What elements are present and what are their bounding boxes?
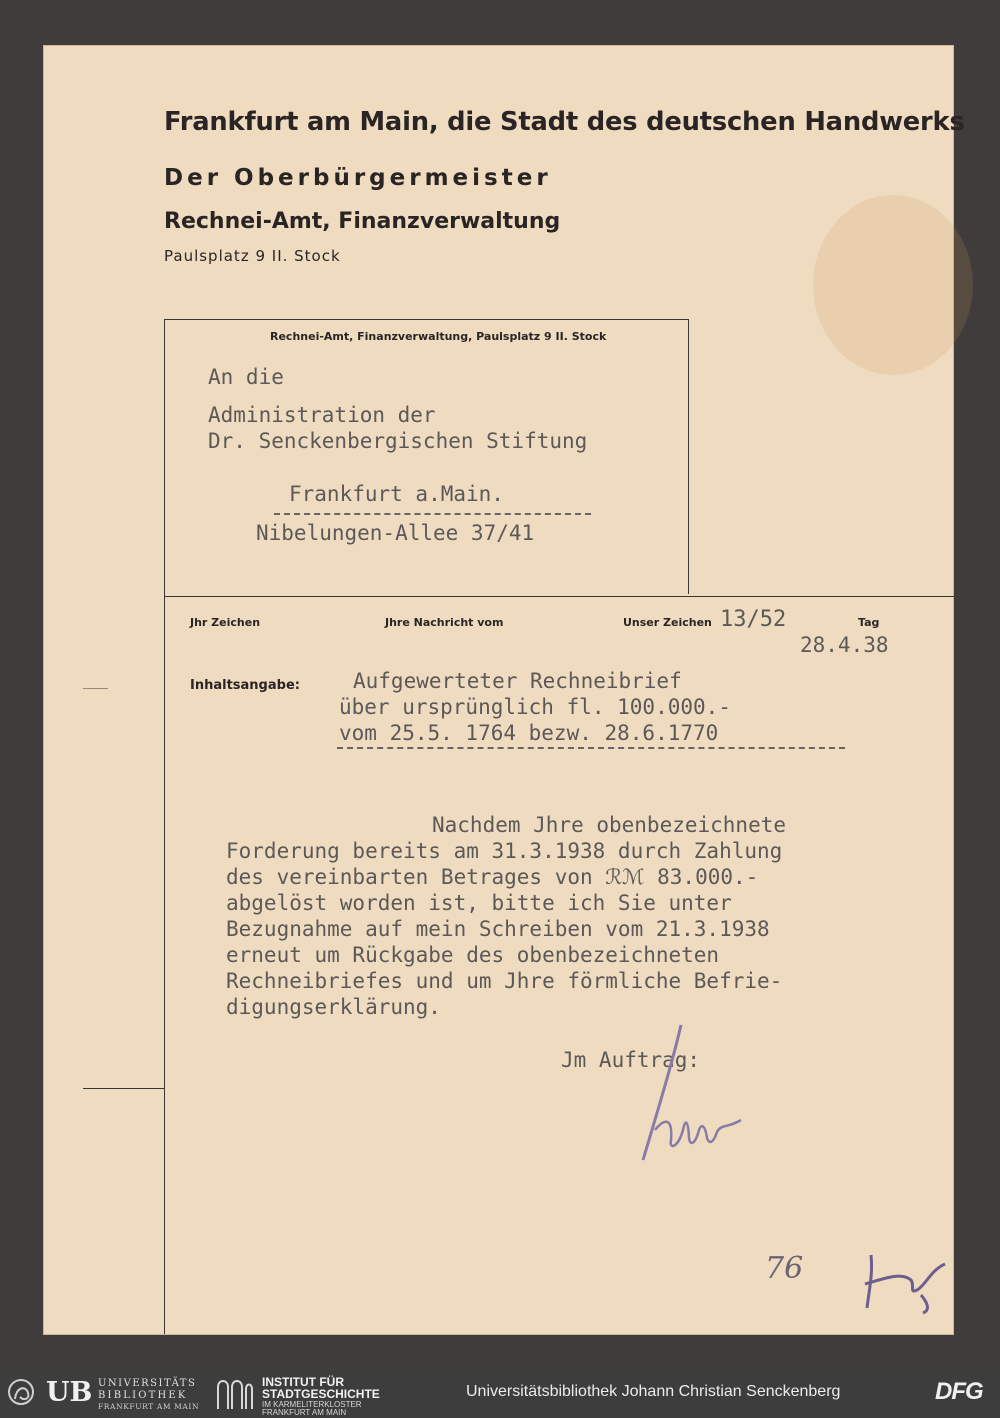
recipient-line: An die bbox=[208, 365, 284, 389]
ub-logo-icon bbox=[6, 1377, 50, 1407]
letterhead-address: Paulsplatz 9 II. Stock bbox=[164, 247, 341, 265]
subject-line: vom 25.5. 1764 bezw. 28.6.1770 bbox=[339, 721, 719, 745]
fold-mark bbox=[83, 688, 108, 689]
unser-zeichen-value: 13/52 bbox=[720, 607, 787, 632]
body-line: abgelöst worden ist, bitte ich Sie unter bbox=[226, 891, 732, 915]
ihr-zeichen-label: Jhr Zeichen bbox=[190, 616, 261, 629]
ub-name-2: BIBLIOTHEK bbox=[98, 1390, 188, 1401]
body-line: digungserklärung. bbox=[226, 995, 441, 1019]
signature bbox=[633, 1020, 763, 1170]
page-number: 76 bbox=[765, 1251, 804, 1286]
recipient-line: Dr. Senckenbergischen Stiftung bbox=[208, 429, 588, 453]
body-line: Nachdem Jhre obenbezeichnete bbox=[432, 813, 787, 837]
footer-bar bbox=[0, 1367, 1000, 1418]
subject-line: Aufgewerteter Rechneibrief bbox=[353, 669, 682, 693]
letterhead-department: Rechnei-Amt, Finanzverwaltung bbox=[164, 209, 561, 234]
tag-value: 28.4.38 bbox=[800, 633, 889, 657]
sender-line: Rechnei-Amt, Finanzverwaltung, Paulsplatz 9 II. Stock bbox=[270, 330, 607, 343]
letterhead-title: Frankfurt am Main, die Stadt des deutschen Handwerks bbox=[164, 107, 965, 137]
footer-caption: Universitätsbibliothek Johann Christian Senckenberg bbox=[466, 1383, 841, 1400]
subject-label: Inhaltsangabe: bbox=[190, 678, 300, 693]
isg-logo-icon bbox=[214, 1375, 254, 1411]
body-line: Bezugnahme auf mein Schreiben vom 21.3.1938 bbox=[226, 917, 770, 941]
paper-stain bbox=[813, 195, 973, 375]
ub-name-3: FRANKFURT AM MAIN bbox=[98, 1402, 200, 1411]
window-right-rule bbox=[688, 319, 689, 594]
body-line: Forderung bereits am 31.3.1938 durch Zahlung bbox=[226, 839, 783, 863]
tag-label: Tag bbox=[858, 616, 880, 629]
letterhead-office: Der Oberbürgermeister bbox=[164, 165, 552, 191]
body-line: erneut um Rückgabe des obenbezeichneten bbox=[226, 943, 720, 967]
letter-paper bbox=[43, 45, 965, 1335]
initials-mark bbox=[861, 1250, 951, 1315]
closing: Jm Auftrag: bbox=[561, 1048, 701, 1072]
isg-line-4: FRANKFURT AM MAIN bbox=[262, 1408, 347, 1417]
isg-line-2: STADTGESCHICHTE bbox=[262, 1387, 380, 1401]
recipient-city: Frankfurt a.Main. bbox=[289, 482, 504, 506]
body-line: des vereinbarten Betrages von ℛℳ 83.000.- bbox=[226, 865, 759, 889]
ihre-nachricht-label: Jhre Nachricht vom bbox=[385, 616, 504, 629]
recipient-street: Nibelungen-Allee 37/41 bbox=[256, 521, 535, 545]
window-bottom-rule bbox=[164, 596, 954, 597]
city-underline bbox=[274, 513, 591, 515]
unser-zeichen-label: Unser Zeichen bbox=[623, 616, 712, 629]
punch-mark bbox=[83, 1088, 164, 1089]
dfg-logo: DFG bbox=[935, 1378, 983, 1405]
body-line: Rechneibriefes und um Jhre förmliche Befrie- bbox=[226, 969, 783, 993]
ub-abbreviation: UB bbox=[46, 1377, 93, 1408]
subject-underline bbox=[337, 747, 845, 749]
subject-line: über ursprünglich fl. 100.000.- bbox=[339, 695, 731, 719]
window-top-rule bbox=[164, 319, 689, 320]
recipient-line: Administration der bbox=[208, 403, 436, 427]
isg-line-1: INSTITUT FÜR bbox=[262, 1375, 344, 1389]
isg-line-3: IM KARMELITERKLOSTER bbox=[262, 1400, 362, 1409]
left-margin-rule bbox=[164, 319, 165, 1334]
ub-name-1: UNIVERSITÄTS bbox=[98, 1378, 197, 1389]
